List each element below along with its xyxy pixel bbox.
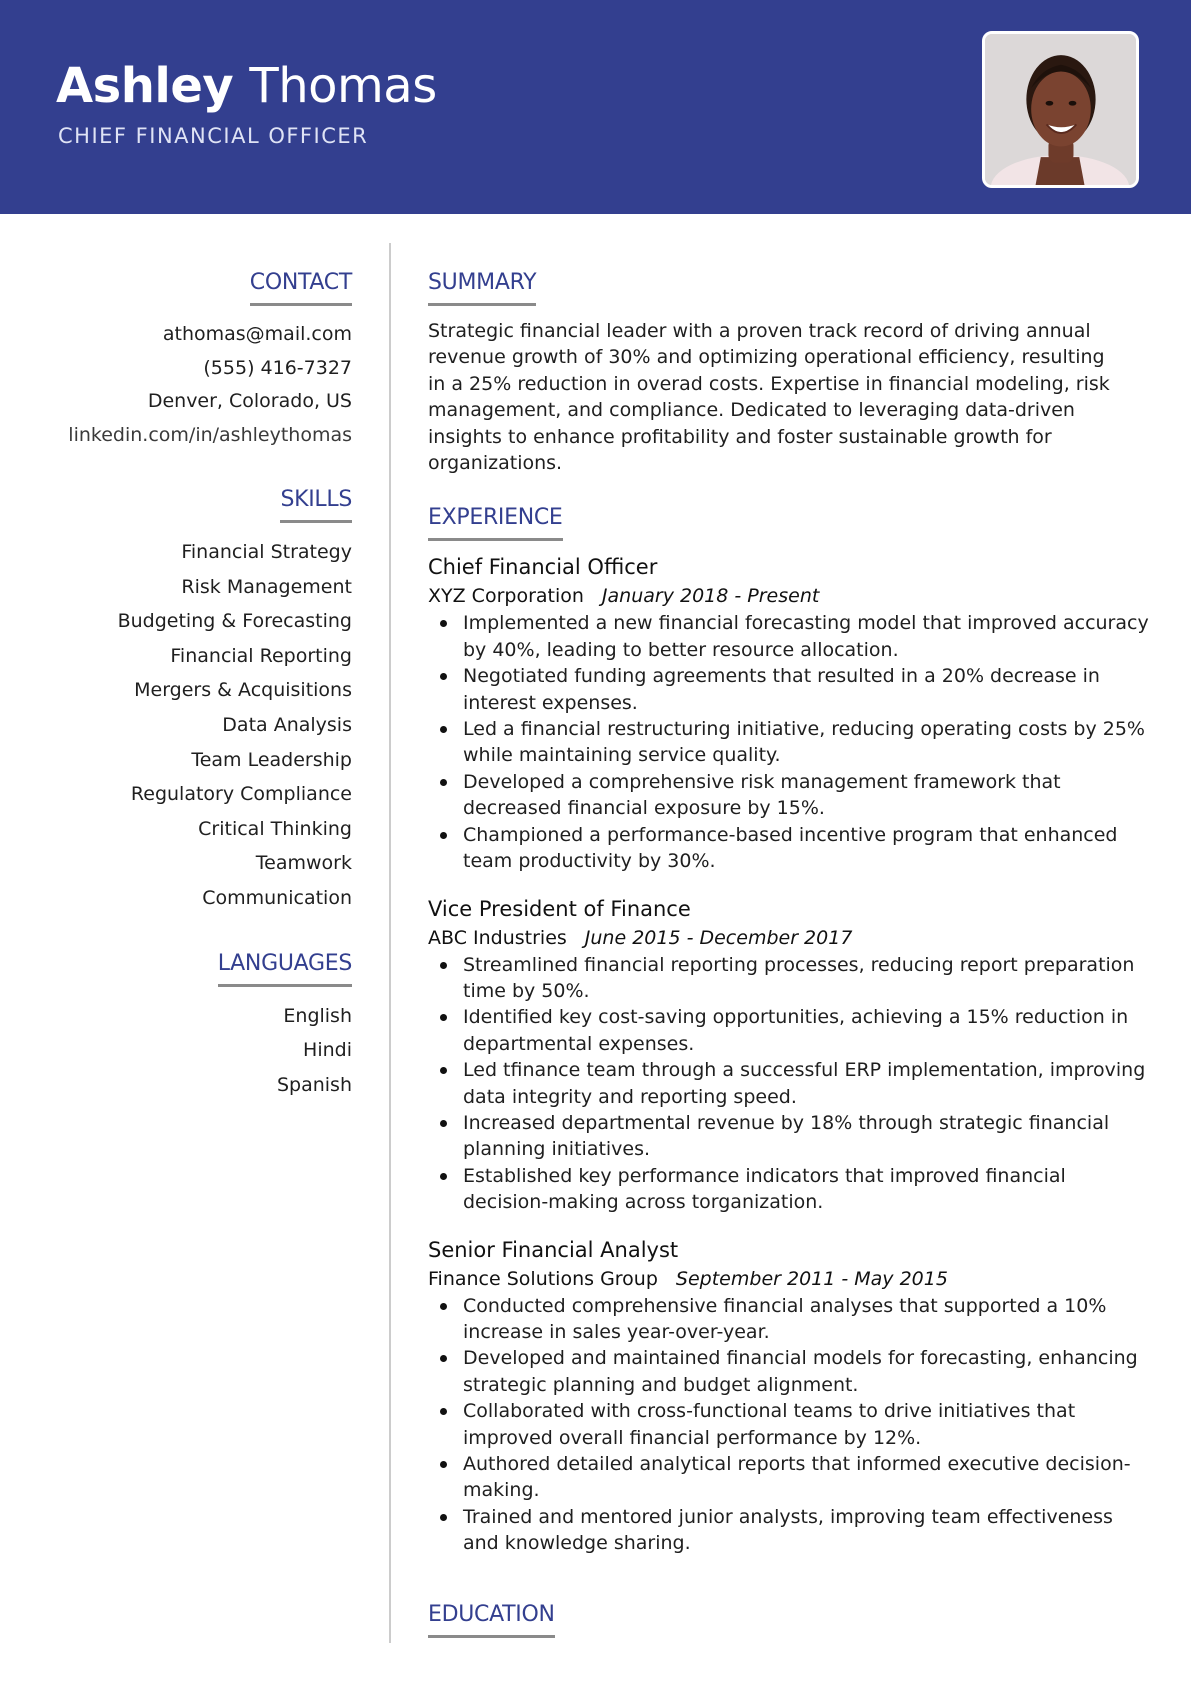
right-column <box>428 268 1149 1638</box>
company-name: ABC Industries <box>428 926 567 949</box>
experience-section <box>428 503 1149 1556</box>
job-bullet: Increased departmental revenue by 18% through strategic financial planning initiatives. <box>463 1110 1153 1163</box>
skill-item: Financial Strategy <box>181 541 352 563</box>
job-entry <box>428 1235 1138 1557</box>
education-section <box>428 1600 1128 1638</box>
job-bullet: Established key performance indicators that improved financial decision-making across torganization. <box>463 1163 1153 1216</box>
contact-location: Denver, Colorado, US <box>147 390 352 412</box>
skills-heading: SKILLS <box>280 485 352 523</box>
first-name: Ashley <box>56 58 234 114</box>
job-bullet: Led a financial restructuring initiative, reducing operating costs by 25% while maintaining service quality. <box>463 716 1153 769</box>
job-title: Chief Financial Officer <box>428 555 658 580</box>
skill-item: Financial Reporting <box>170 644 352 667</box>
skill-item: Communication <box>202 886 352 909</box>
job-title: Vice President of Finance <box>428 896 691 921</box>
skills-section <box>40 485 352 916</box>
skill-item: Mergers & Acquisitions <box>134 679 352 702</box>
skill-item: Regulatory Compliance <box>130 783 352 806</box>
job-dates: January 2018 - Present <box>601 585 820 608</box>
job-meta <box>428 582 1128 610</box>
contact-email[interactable]: athomas@mail.com <box>162 323 352 345</box>
job-bullet: Identified key cost-saving opportunities, achieving a 15% reduction in departmental expenses. <box>463 1004 1153 1057</box>
job-title: Senior Financial Analyst <box>428 1237 679 1262</box>
skills-list <box>40 535 352 916</box>
contact-list <box>40 318 352 452</box>
languages-list <box>40 999 352 1103</box>
job-meta <box>428 1265 1128 1293</box>
job-bullet: Authored detailed analytical reports that informed executive decision-making. <box>463 1451 1153 1504</box>
language-item: Hindi <box>303 1039 352 1062</box>
job-entry <box>428 552 1149 874</box>
resume-header <box>0 0 1191 214</box>
company-name: XYZ Corporation <box>428 585 584 608</box>
job-bullet: Collaborated with cross-functional teams to drive initiatives that improved overall financial performance by 12%. <box>463 1398 1153 1451</box>
skill-item: Teamwork <box>255 852 352 875</box>
left-column <box>40 268 352 1135</box>
candidate-job-title: CHIEF FINANCIAL OFFICER <box>58 124 369 148</box>
experience-heading: EXPERIENCE <box>428 503 563 541</box>
job-bullet: Trained and mentored junior analysts, improving team effectiveness and knowledge sharing. <box>463 1504 1153 1557</box>
language-item: English <box>283 1004 352 1027</box>
language-item: Spanish <box>276 1073 352 1096</box>
contact-linkedin[interactable]: linkedin.com/in/ashleythomas <box>68 423 352 446</box>
contact-phone[interactable]: (555) 416-7327 <box>203 356 352 379</box>
job-bullet: Negotiated funding agreements that resulted in a 20% decrease in interest expenses. <box>463 663 1153 716</box>
job-bullet: Streamlined financial reporting processes, reducing report preparation time by 50%. <box>463 952 1153 1005</box>
profile-photo <box>982 31 1139 188</box>
job-bullet: Conducted comprehensive financial analyses that supported a 10% increase in sales year-over-year. <box>463 1293 1153 1346</box>
languages-heading: LANGUAGES <box>218 949 352 987</box>
education-heading: EDUCATION <box>428 1600 555 1638</box>
job-bullets <box>428 1293 1153 1557</box>
job-entry <box>428 894 1146 1216</box>
skill-item: Critical Thinking <box>198 817 352 840</box>
profile-photo-illustration <box>985 34 1136 185</box>
skill-item: Budgeting & Forecasting <box>117 610 352 633</box>
job-dates: September 2011 - May 2015 <box>675 1267 948 1290</box>
contact-section <box>40 268 352 452</box>
column-divider <box>389 243 391 1643</box>
company-name: Finance Solutions Group <box>428 1267 658 1290</box>
job-meta <box>428 924 1128 952</box>
candidate-name <box>56 56 437 116</box>
job-bullets <box>428 610 1153 874</box>
summary-heading: SUMMARY <box>428 268 536 306</box>
job-bullet: Led tfinance team through a successful ERP implementation, improving data integrity and reporting speed. <box>463 1057 1153 1110</box>
last-name: Thomas <box>249 58 437 114</box>
job-bullet: Developed and maintained financial models for forecasting, enhancing strategic planning and budget alignment. <box>463 1345 1153 1398</box>
summary-section <box>428 268 1128 476</box>
skill-item: Data Analysis <box>222 713 352 736</box>
job-bullet: Developed a comprehensive risk management framework that decreased financial exposure by 15%. <box>463 769 1153 822</box>
contact-heading: CONTACT <box>250 268 352 306</box>
skill-item: Team Leadership <box>191 748 352 771</box>
job-dates: June 2015 - December 2017 <box>584 926 853 949</box>
job-bullet: Implemented a new financial forecasting model that improved accuracy by 40%, leading to better resource allocation. <box>463 610 1153 663</box>
summary-text: Strategic financial leader with a proven track record of driving annual revenue growth of 30% and optimizing operational efficiency, resulting in a 25% reduction in overad costs. Expertise in financial modeling, risk management, and compliance. Dedicated to leveraging data-driven insights to enhance profitability and foster sustainable growth for organizations. <box>428 320 1110 475</box>
skill-item: Risk Management <box>181 575 352 598</box>
job-bullets <box>428 952 1153 1216</box>
job-bullet: Championed a performance-based incentive program that enhanced team productivity by 30%. <box>463 822 1153 875</box>
languages-section <box>40 949 352 1103</box>
